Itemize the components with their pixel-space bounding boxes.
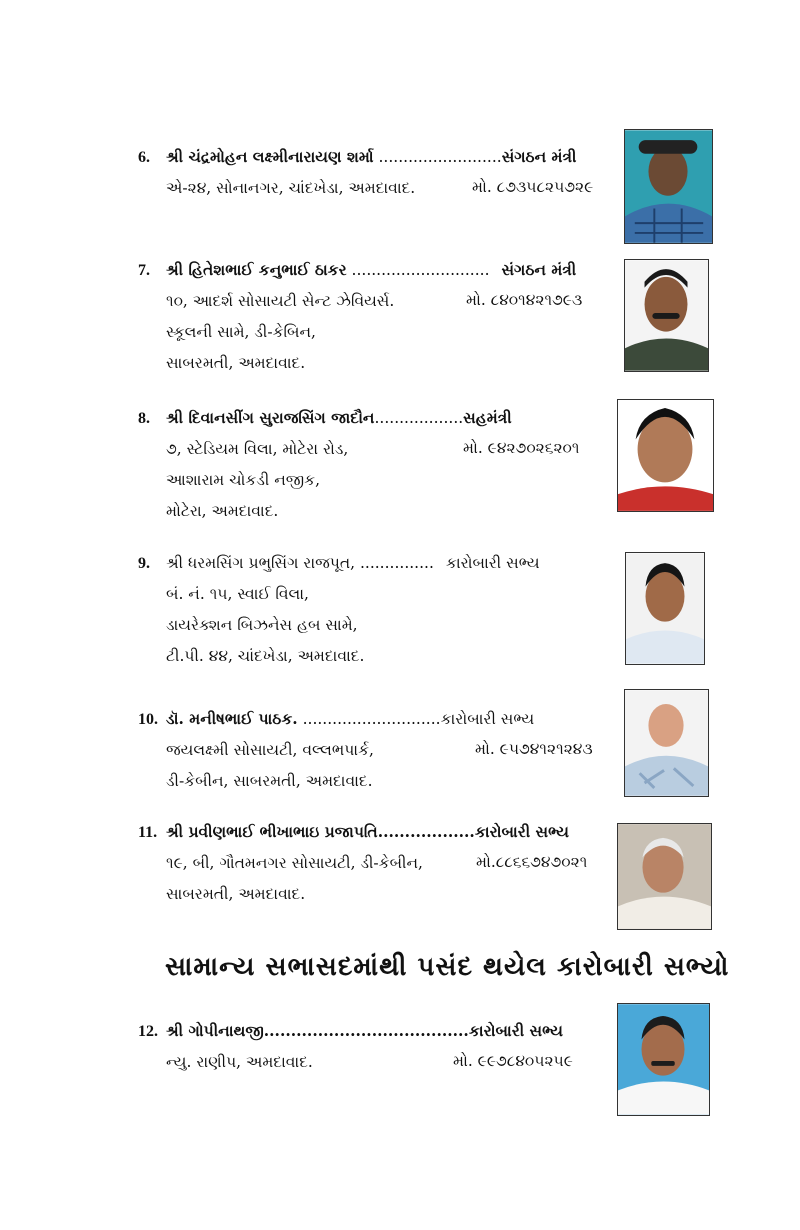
member-role: કારોબારી સભ્ય — [445, 554, 540, 572]
member-photo — [624, 259, 709, 372]
address-line: એ-૨૪, સોનાનગર, ચાંદખેડા, અમદાવાદ. — [166, 179, 416, 197]
mobile-number: મો. ૮૪૦૧૪૨૧૭૯૩ — [466, 291, 583, 309]
member-number: 7. — [138, 262, 150, 279]
member-number: 10. — [138, 711, 158, 728]
member-role: કારોબારી સભ્ય — [474, 822, 569, 841]
member-role: સંગઠન મંત્રી — [501, 147, 577, 166]
leader-dots: .................. — [374, 409, 464, 427]
address-line: સ્કૂલની સામે, ડી-કેબિન, — [166, 323, 316, 341]
portrait-image — [625, 260, 708, 371]
portrait-image — [618, 400, 713, 511]
member-entry-7 — [138, 254, 576, 379]
member-name: શ્રી ગોપીનાથજી — [166, 1021, 264, 1040]
address-line: આશારામ ચોકડી નજીક, — [166, 471, 321, 489]
leader-dots: ............... — [355, 554, 434, 572]
leader-dots: ............................ — [346, 261, 490, 279]
address-line: ૧૯, બી, ગૌતમનગર સોસાયટી, ડી-કેબીન, — [166, 854, 423, 872]
portrait-image — [618, 824, 711, 929]
member-role: કારોબારી સભ્ય — [468, 1021, 563, 1040]
member-photo — [617, 823, 712, 930]
member-title-line — [138, 141, 576, 173]
member-name: શ્રી ધરમસિંગ પ્રભુસિંગ રાજપૂત, — [166, 554, 356, 572]
leader-dots: ......................... — [373, 148, 502, 166]
member-number: 9. — [138, 555, 150, 572]
address-line: સાબરમતી, અમદાવાદ. — [166, 885, 306, 903]
leader-dots: ...................................... — [263, 1021, 469, 1040]
member-role: સંગઠન મંત્રી — [501, 260, 577, 279]
address-line: ટી.પી. ૪૪, ચાંદખેડા, અમદાવાદ. — [166, 647, 365, 665]
member-entry-8 — [138, 402, 512, 527]
member-title-line — [138, 1015, 563, 1047]
mobile-number: મો. ૯૯૭૮૪૦૫૨૫૯ — [453, 1052, 573, 1070]
mobile-number: મો. ૯૪૨૭૦૨૬૨૦૧ — [463, 439, 580, 457]
member-photo — [617, 1003, 710, 1116]
address-line: બં. નં. ૧૫, સ્વાઈ વિલા, — [166, 585, 309, 603]
portrait-image — [618, 1004, 709, 1115]
address-line: ડી-કેબીન, સાબરમતી, અમદાવાદ. — [166, 772, 373, 790]
member-role: કારોબારી સભ્ય — [440, 710, 535, 728]
mobile-number: મો. ૮૭૩૫૮૨૫૭૨૯ — [472, 178, 594, 196]
member-number: 12. — [138, 1023, 158, 1040]
member-photo — [624, 129, 713, 244]
member-title-line — [138, 254, 576, 286]
member-name: શ્રી ચંદ્રમોહન લક્ષ્મીનારાયણ શર્મા — [166, 147, 374, 166]
member-number: 6. — [138, 149, 150, 166]
member-name: શ્રી પ્રવીણભાઈ ભીખાભાઇ પ્રજાપતિ — [166, 822, 378, 841]
member-title-line — [138, 816, 569, 848]
address-line: જયલક્ષ્મી સોસાયટી, વલ્લભપાર્ક, — [166, 741, 374, 759]
portrait-image — [626, 553, 704, 664]
member-title-line — [138, 548, 540, 579]
member-title-line — [138, 703, 534, 735]
member-number: 11. — [138, 824, 158, 841]
mobile-number: મો. ૯૫૭૪૧૨૧૨૪૩ — [475, 740, 593, 758]
address-line: ન્યુ. રાણીપ, અમદાવાદ. — [166, 1053, 313, 1071]
member-name: શ્રી હિતેશભાઈ કનુભાઈ ઠાકર — [166, 260, 347, 279]
address-line: સાબરમતી, અમદાવાદ. — [166, 354, 306, 372]
member-photo — [617, 399, 714, 512]
member-title-line — [138, 402, 512, 434]
mobile-number: મો.૮૮૬૬૭૪૭૦૨૧ — [476, 853, 588, 871]
member-photo — [625, 552, 705, 665]
member-role: સહમંત્રી — [463, 408, 512, 427]
portrait-image — [625, 130, 712, 243]
section-heading: સામાન્ય સભાસદમાંથી પસંદ થયેલ કારોબારી સભ્યો — [165, 952, 730, 982]
member-number: 8. — [138, 410, 150, 427]
member-photo — [624, 689, 709, 797]
address-line: ૧૦, આદર્શ સોસાયટી સેન્ટ ઝેવિયર્સ. — [166, 292, 395, 310]
portrait-image — [625, 690, 708, 796]
address-line: ૭, સ્ટેડિયમ વિલા, મોટેરા રોડ, — [166, 440, 349, 458]
member-entry-9 — [138, 548, 540, 672]
address-line: ડાયરેક્શન બિઝનેસ હબ સામે, — [166, 616, 358, 634]
leader-dots: ............................ — [297, 710, 441, 728]
member-name: ડૉ. મનીષભાઈ પાઠક. — [166, 709, 298, 728]
address-line: મોટેરા, અમદાવાદ. — [166, 502, 279, 520]
leader-dots: .................. — [377, 822, 475, 841]
member-name: શ્રી દિવાનસીંગ સુરાજસિંગ જાદૌન — [166, 408, 375, 427]
